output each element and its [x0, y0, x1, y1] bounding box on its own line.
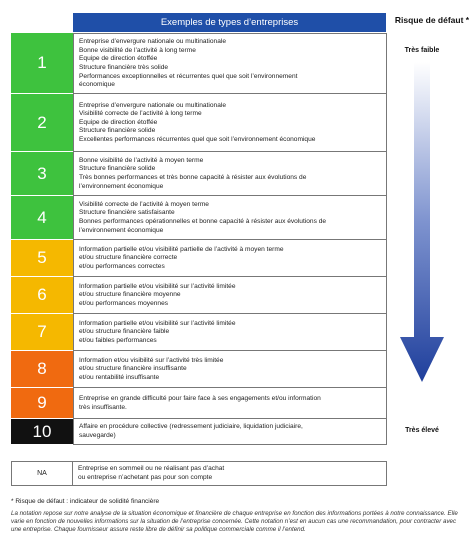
rating-description-line: Entreprise d’envergure nationale ou multinationale — [79, 101, 226, 109]
rating-description-line: Affaire en procédure collective (redressement judiciaire, liquidation judiciaire, — [79, 423, 303, 431]
table-header — [73, 13, 386, 32]
rating-description — [73, 419, 387, 445]
rating-description-line: très insuffisante. — [79, 403, 127, 411]
rating-description-line: Information partielle et/ou visibilité sur l’activité limitée — [79, 282, 236, 290]
rating-score: 4 — [11, 196, 73, 240]
rating-description-line: Visibilité correcte de l’activité à moyen terme — [79, 200, 209, 208]
rating-score: 10 — [11, 419, 73, 445]
na-line-2: ou entreprise n’achetant pas pour son compte — [78, 473, 213, 481]
down-arrow-icon — [400, 62, 444, 382]
risk-column-title: Risque de défaut * — [394, 15, 470, 25]
rating-score: 5 — [11, 240, 73, 277]
rating-description-line: et/ou structure financière moyenne — [79, 291, 181, 299]
rating-description — [73, 314, 387, 351]
rating-description-line: Performances exceptionnelles et récurrentes quel que soit l’environnement — [79, 72, 298, 80]
rating-row — [11, 240, 387, 277]
rating-score: 6 — [11, 277, 73, 314]
rating-description-line: sauvegarde) — [79, 432, 116, 439]
rating-row — [11, 314, 387, 351]
rating-description — [73, 388, 387, 419]
risk-gradient-arrow — [400, 62, 444, 382]
rating-description-line: Equipe de direction étoffée — [79, 55, 158, 63]
rating-score: 1 — [11, 33, 73, 94]
rating-description-line: Visibilité correcte de l’activité à long terme — [79, 110, 202, 118]
table-header-title: Exemples de types d’entreprises — [160, 17, 299, 28]
rating-description-line: Très bonnes performances et très bonne capacité à résister aux évolutions de — [79, 174, 307, 181]
rating-description — [73, 152, 387, 196]
rating-score: 9 — [11, 388, 73, 419]
rating-description-line: Entreprise d’envergure nationale ou multinationale — [79, 38, 226, 46]
rating-description-line: Bonnes performances opérationnelles et bonne capacité à résister aux évolutions de — [79, 218, 327, 225]
rating-score: 2 — [11, 94, 73, 152]
na-line-1: Entreprise en sommeil ou ne réalisant pas d’achat — [78, 464, 225, 472]
rating-description-line: Bonne visibilité de l’activité à moyen terme — [79, 156, 204, 164]
rating-row — [11, 388, 387, 419]
rating-table — [11, 33, 387, 445]
rating-description — [73, 351, 387, 388]
rating-description-line: et/ou performances moyennes — [79, 299, 169, 307]
rating-description-line: Information partielle et/ou visibilité partielle de l’activité à moyen terme — [79, 245, 284, 253]
na-score: NA — [11, 461, 73, 486]
rating-row — [11, 351, 387, 388]
rating-description-line: Entreprise en grande difficulté pour faire face à ses engagements et/ou information — [79, 394, 321, 402]
rating-row — [11, 94, 387, 152]
risk-high-label: Très élevé — [405, 427, 439, 434]
rating-description-line: et/ou faibles performances — [79, 336, 157, 344]
rating-score: 7 — [11, 314, 73, 351]
rating-description-line: Information et/ou visibilité sur l’activité très limitée — [79, 356, 224, 364]
rating-description-line: économique — [79, 81, 115, 89]
rating-row — [11, 196, 387, 240]
rating-description-line: Excellentes performances récurrentes quel que soit l’environnement économique — [79, 135, 316, 143]
rating-row — [11, 152, 387, 196]
rating-description-line: et/ou structure financière faible — [79, 328, 170, 336]
risk-low-label: Très faible — [404, 47, 440, 54]
rating-description — [73, 94, 387, 152]
rating-description-line: et/ou structure financière insuffisante — [79, 365, 187, 373]
rating-description — [73, 277, 387, 314]
footnote-disclaimer: La notation repose sur notre analyse de la situation économique et financière de chaque entreprise en fonction des informations portées à notre connaissance. Elle varie en fonction de nouvelles informations sur la situation de l’entreprise concernée. Cette notation n’est en aucun cas une recommandation, pour contracter avec une entreprise. Chaque fournisseur assure reste libre de définir sa politique commerciale comme il l’entend. — [11, 510, 458, 533]
rating-description-line: Structure financière très solide — [79, 64, 169, 71]
rating-description-line: et/ou performances correctes — [79, 262, 165, 270]
rating-description-line: Bonne visibilité de l’activité à long terme — [79, 46, 196, 54]
na-row — [11, 461, 387, 486]
footnote-definition: * Risque de défaut : indicateur de solidité financière — [11, 498, 160, 505]
rating-description — [73, 33, 387, 94]
rating-description-line: l’environnement économique — [79, 182, 164, 190]
rating-description-line: l’environnement économique — [79, 226, 164, 234]
rating-description-line: et/ou rentabilité insuffisante — [79, 373, 160, 381]
rating-description — [73, 196, 387, 240]
rating-row — [11, 33, 387, 94]
rating-description-line: Equipe de direction étoffée — [79, 118, 158, 126]
rating-description-line: et/ou structure financière correcte — [79, 254, 178, 262]
rating-description-line: Structure financière solide — [79, 127, 156, 135]
rating-score: 3 — [11, 152, 73, 196]
na-description — [73, 461, 387, 486]
rating-row — [11, 277, 387, 314]
rating-description — [73, 240, 387, 277]
rating-row — [11, 419, 387, 445]
rating-description-line: Structure financière satisfaisante — [79, 209, 175, 217]
rating-description-line: Information partielle et/ou visibilité sur l’activité limitée — [79, 319, 236, 327]
rating-description-line: Structure financière solide — [79, 165, 156, 173]
rating-score: 8 — [11, 351, 73, 388]
